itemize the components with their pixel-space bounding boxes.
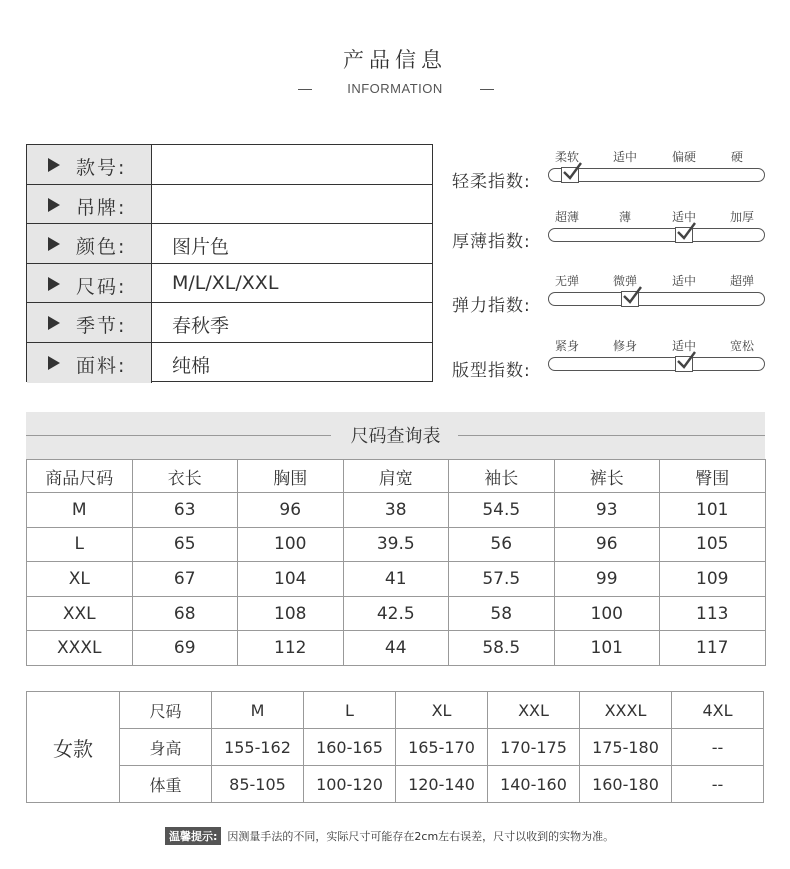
table-row: [27, 562, 766, 597]
column-header: 肩宽: [343, 460, 449, 493]
women-label: 女款: [27, 692, 120, 803]
table-cell: 58: [449, 596, 555, 631]
info-label-cell: [27, 303, 152, 342]
table-cell: 96: [554, 527, 660, 562]
table-cell: 63: [132, 493, 238, 528]
table-cell: 44: [343, 631, 449, 666]
women-size-table: [26, 691, 764, 803]
table-cell: L: [27, 527, 133, 562]
table-cell: 58.5: [449, 631, 555, 666]
index-title: 版型指数:: [452, 361, 531, 381]
info-label-cell: [27, 145, 152, 184]
table-cell: L: [304, 692, 396, 729]
table-row: [27, 493, 766, 528]
table-cell: XXXL: [27, 631, 133, 666]
table-cell: 117: [660, 631, 766, 666]
table-cell: 39.5: [343, 527, 449, 562]
index-option: 适中: [672, 339, 697, 353]
size-chart-header: [26, 412, 765, 459]
table-cell: 69: [132, 631, 238, 666]
index-option: 适中: [613, 150, 638, 164]
index-title: 轻柔指数:: [452, 172, 531, 192]
index-option: 适中: [672, 210, 697, 224]
table-cell: 109: [660, 562, 766, 597]
index-option: 超弹: [730, 274, 755, 288]
info-label: 季节:: [76, 315, 127, 338]
info-label: 尺码:: [76, 275, 127, 298]
table-cell: 57.5: [449, 562, 555, 597]
triangle-right-icon: [48, 277, 60, 291]
table-cell: 56: [449, 527, 555, 562]
product-info-table: [26, 144, 433, 382]
measurement-note: [165, 827, 614, 845]
table-cell: 170-175: [488, 729, 580, 766]
table-cell: 104: [238, 562, 344, 597]
subtitle-dash-right: [480, 89, 494, 90]
index-option: 修身: [613, 339, 638, 353]
size-chart-title: 尺码查询表: [350, 426, 441, 447]
index-marker: [621, 291, 639, 307]
thickness-index: [452, 207, 772, 257]
table-cell: XXXL: [580, 692, 672, 729]
index-marker: [675, 227, 693, 243]
index-track: [548, 228, 765, 242]
index-title: 厚薄指数:: [452, 232, 531, 252]
info-label-cell: [27, 224, 152, 263]
checkmark-icon: [675, 221, 697, 243]
table-cell: XL: [27, 562, 133, 597]
info-label: 面料:: [76, 355, 127, 377]
column-header: 臀围: [660, 460, 766, 493]
index-option: 宽松: [730, 339, 755, 353]
info-row-season: [27, 303, 432, 343]
table-cell: 100: [238, 527, 344, 562]
table-cell: 85-105: [212, 766, 304, 803]
triangle-right-icon: [48, 158, 60, 172]
table-cell: 112: [238, 631, 344, 666]
column-header: 衣长: [132, 460, 238, 493]
softness-index: [452, 147, 772, 197]
table-cell: 54.5: [449, 493, 555, 528]
table-cell: 113: [660, 596, 766, 631]
table-cell: XXL: [488, 692, 580, 729]
table-cell: M: [27, 493, 133, 528]
triangle-right-icon: [48, 316, 60, 330]
info-label-cell: [27, 185, 152, 224]
note-text: 因测量手法的不同，实际尺寸可能存在2cm左右误差，尺寸以收到的实物为准。: [227, 830, 615, 843]
row-header: 身高: [120, 729, 212, 766]
note-tag: 温馨提示:: [165, 827, 221, 845]
column-header: 袖长: [449, 460, 555, 493]
index-option: 微弹: [613, 274, 638, 288]
size-chart-table: [26, 459, 766, 666]
info-label-cell: [27, 343, 152, 383]
index-option: 偏硬: [672, 150, 697, 164]
row-header: 体重: [120, 766, 212, 803]
triangle-right-icon: [48, 237, 60, 251]
index-title: 弹力指数:: [452, 296, 531, 316]
info-label: 吊牌:: [76, 196, 127, 219]
table-cell: 99: [554, 562, 660, 597]
info-value: M/L/XL/XXL: [172, 271, 279, 294]
info-row-size: [27, 264, 432, 304]
table-cell: 100: [554, 596, 660, 631]
index-option: 薄: [619, 210, 632, 224]
table-cell: 4XL: [672, 692, 764, 729]
column-header: 裤长: [554, 460, 660, 493]
page-title: 产品信息: [343, 48, 447, 72]
info-label-cell: [27, 264, 152, 303]
table-cell: --: [672, 766, 764, 803]
table-cell: 100-120: [304, 766, 396, 803]
table-row: [27, 729, 764, 766]
row-header: 尺码: [120, 692, 212, 729]
table-cell: 120-140: [396, 766, 488, 803]
index-track: [548, 292, 765, 306]
index-option: 超薄: [555, 210, 580, 224]
index-option: 柔软: [555, 150, 580, 164]
table-cell: 68: [132, 596, 238, 631]
checkmark-icon: [621, 285, 643, 307]
table-cell: 160-180: [580, 766, 672, 803]
table-cell: 101: [554, 631, 660, 666]
index-marker: [561, 167, 579, 183]
table-cell: 96: [238, 493, 344, 528]
table-cell: 105: [660, 527, 766, 562]
table-cell: 65: [132, 527, 238, 562]
table-cell: 41: [343, 562, 449, 597]
index-option: 紧身: [555, 339, 580, 353]
info-row-style-number: [27, 145, 432, 185]
info-label: 颜色:: [76, 236, 127, 259]
info-label: 款号:: [76, 157, 127, 179]
triangle-right-icon: [48, 198, 60, 212]
info-row-tag: [27, 185, 432, 225]
table-cell: 160-165: [304, 729, 396, 766]
index-track: [548, 357, 765, 371]
index-option: 硬: [731, 150, 744, 164]
index-marker: [675, 356, 693, 372]
table-cell: 38: [343, 493, 449, 528]
table-cell: 175-180: [580, 729, 672, 766]
header-divider-right: [458, 435, 765, 436]
table-row: [27, 596, 766, 631]
fit-index: [452, 336, 772, 386]
table-cell: M: [212, 692, 304, 729]
table-cell: 101: [660, 493, 766, 528]
table-header-row: [27, 460, 766, 493]
table-row: [27, 631, 766, 666]
table-cell: 155-162: [212, 729, 304, 766]
table-cell: XL: [396, 692, 488, 729]
index-option: 加厚: [730, 210, 755, 224]
checkmark-icon: [675, 350, 697, 372]
info-row-color: [27, 224, 432, 264]
table-cell: 93: [554, 493, 660, 528]
table-cell: 165-170: [396, 729, 488, 766]
table-cell: 42.5: [343, 596, 449, 631]
table-row: [27, 766, 764, 803]
info-row-fabric: [27, 343, 432, 383]
page-subtitle: [0, 80, 790, 98]
table-cell: XXL: [27, 596, 133, 631]
table-cell: 140-160: [488, 766, 580, 803]
table-cell: 108: [238, 596, 344, 631]
elasticity-index: [452, 271, 772, 321]
info-value: 纯棉: [172, 355, 211, 377]
triangle-right-icon: [48, 356, 60, 370]
index-option: 适中: [672, 274, 697, 288]
info-value: 图片色: [172, 236, 230, 259]
checkmark-icon: [561, 161, 583, 183]
table-cell: --: [672, 729, 764, 766]
table-row: [27, 692, 764, 729]
table-row: [27, 527, 766, 562]
info-value: 春秋季: [172, 315, 230, 338]
table-cell: 67: [132, 562, 238, 597]
subtitle-text: INFORMATION: [347, 81, 443, 96]
column-header: 商品尺码: [27, 460, 133, 493]
column-header: 胸围: [238, 460, 344, 493]
index-option: 无弹: [555, 274, 580, 288]
